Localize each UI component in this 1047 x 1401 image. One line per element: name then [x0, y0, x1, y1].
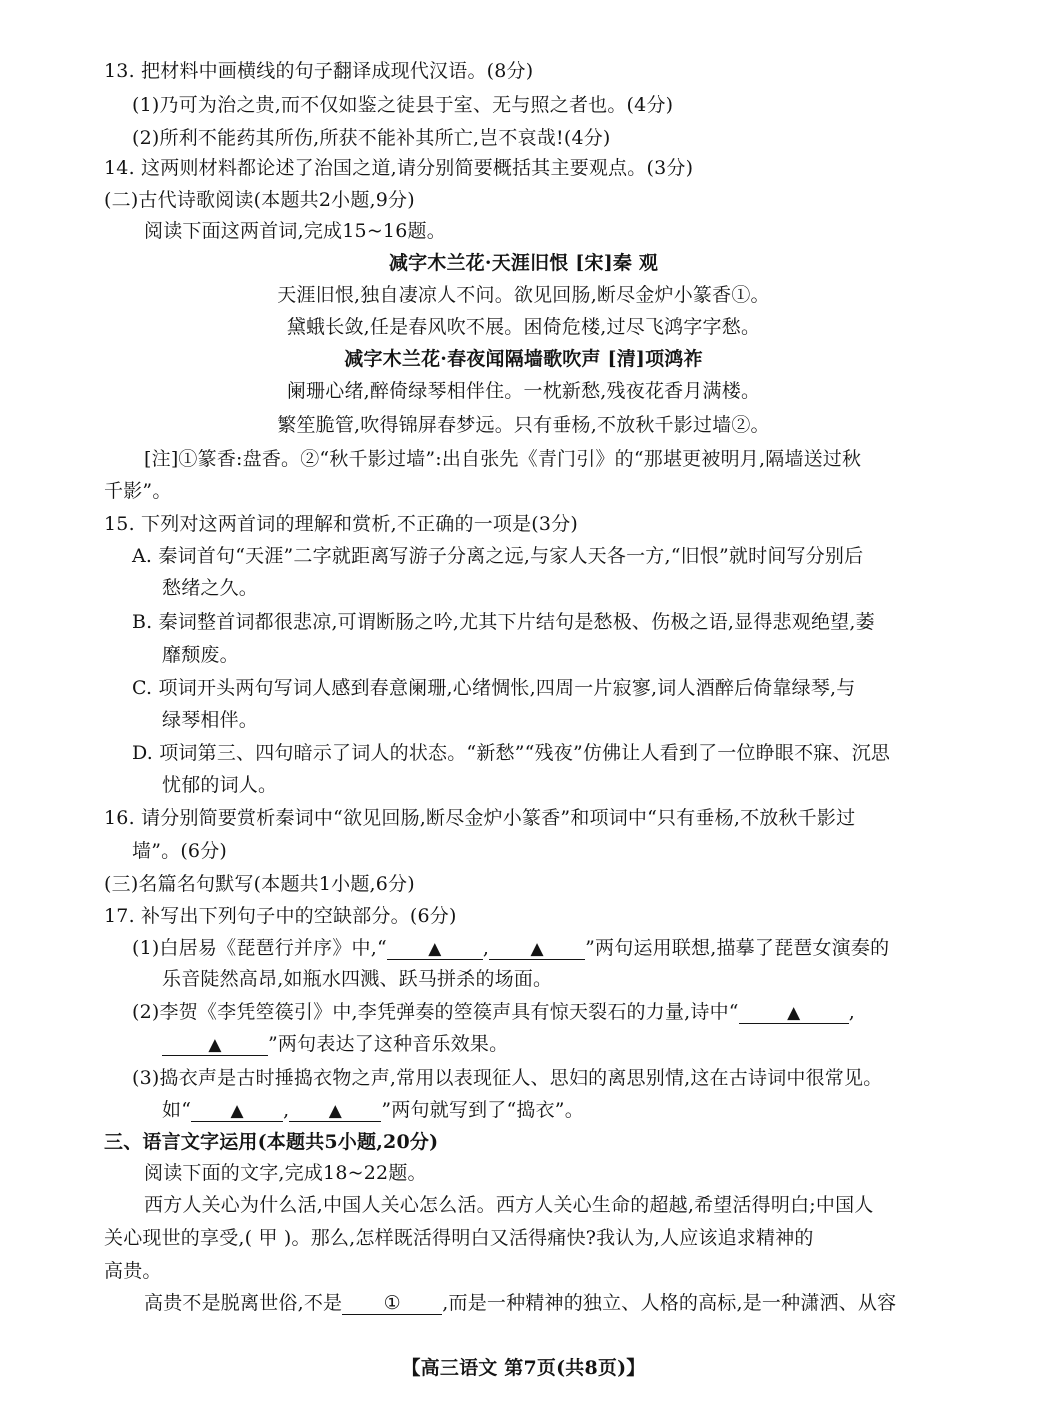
q15-option-b: B. 秦词整首词都很悲凉,可谓断肠之吟,尤其下片结句是愁极、伤极之语,显得悲观绝望,萎	[132, 611, 875, 633]
passage-line4: 高贵不是脱离世俗,不是 ① ,而是一种精神的独立、人格的高标,是一种潇洒、从容	[144, 1292, 897, 1314]
answer-blank[interactable]: ▲	[162, 1033, 268, 1056]
q17-item2: (2)李贺《李凭箜篌引》中,李凭弹奏的箜篌声具有惊天裂石的力量,诗中“ ▲ ,	[132, 1001, 855, 1023]
section2-intro: 阅读下面这两首词,完成15~16题。	[144, 220, 446, 242]
q13-stem: 13. 把材料中画横线的句子翻译成现代汉语。(8分)	[104, 60, 534, 82]
q13-sub1: (1)乃可为治之贵,而不仅如鉴之徒县于室、无与照之者也。(4分)	[132, 94, 674, 116]
section2-heading: (二)古代诗歌阅读(本题共2小题,9分)	[104, 189, 415, 211]
q14-stem: 14. 这两则材料都论述了治国之道,请分别简要概括其主要观点。(3分)	[104, 157, 694, 179]
answer-blank[interactable]: ▲	[387, 937, 483, 960]
q15-option-b-cont: 靡颓废。	[162, 644, 239, 666]
passage-line1: 西方人关心为什么活,中国人关心怎么活。西方人关心生命的超越,希望活得明白;中国人	[144, 1194, 874, 1216]
q17-item3-cont: 如“ ▲ , ▲ ”两句就写到了“捣衣”。	[162, 1099, 584, 1121]
part3-intro: 阅读下面的文字,完成18~22题。	[144, 1162, 427, 1184]
poem1-title: 减字木兰花·天涯旧恨 [宋]秦 观	[388, 252, 659, 274]
section3-heading: (三)名篇名句默写(本题共1小题,6分)	[104, 873, 415, 895]
passage-line3: 高贵。	[104, 1260, 162, 1282]
answer-blank[interactable]: ▲	[191, 1099, 283, 1122]
q15-stem: 15. 下列对这两首词的理解和赏析,不正确的一项是(3分)	[104, 513, 579, 535]
answer-blank[interactable]: ▲	[739, 1001, 849, 1024]
answer-blank[interactable]: ▲	[289, 1099, 381, 1122]
poem2-title: 减字木兰花·春夜闻隔墙歌吹声 [清]项鸿祚	[344, 348, 703, 370]
q16-stem: 16. 请分别简要赏析秦词中“欲见回肠,断尽金炉小篆香”和项词中“只有垂杨,不放秋千影过	[104, 807, 856, 829]
q16-stem-cont: 墙”。(6分)	[132, 840, 228, 862]
q15-option-c-cont: 绿琴相伴。	[162, 709, 259, 731]
answer-blank-1[interactable]: ①	[342, 1292, 442, 1315]
q15-option-c: C. 项词开头两句写词人感到春意阑珊,心绪惆怅,四周一片寂寥,词人酒醉后倚靠绿琴,与	[132, 677, 856, 699]
answer-blank[interactable]: ▲	[489, 937, 585, 960]
q13-sub2: (2)所利不能药其所伤,所获不能补其所亡,岂不哀哉!(4分)	[132, 127, 611, 149]
q15-option-a: A. 秦词首句“天涯”二字就距离写游子分离之远,与家人天各一方,“旧恨”就时间写分别后	[132, 545, 864, 567]
q17-item1: (1)白居易《琵琶行并序》中,“ ▲ , ▲ ”两句运用联想,描摹了琵琶女演奏的	[132, 937, 890, 959]
q17-item3: (3)捣衣声是古时捶捣衣物之声,常用以表现征人、思妇的离思别情,这在古诗词中很常见。	[132, 1067, 883, 1089]
q15-option-d-cont: 忧郁的词人。	[162, 774, 278, 796]
poem-note-line1: [注]①篆香:盘香。②“秋千影过墙”:出自张先《青门引》的“那堪更被明月,隔墙送过秋	[144, 448, 862, 470]
q17-stem: 17. 补写出下列句子中的空缺部分。(6分)	[104, 905, 457, 927]
poem2-line2: 繁笙脆管,吹得锦屏春梦远。只有垂杨,不放秋千影过墙②。	[277, 414, 770, 436]
passage-line2: 关心现世的享受,( 甲 )。那么,怎样既活得明白又活得痛快?我认为,人应该追求精神的	[104, 1227, 814, 1249]
q15-option-a-cont: 愁绪之久。	[162, 577, 259, 599]
q17-item2-cont: ▲ ”两句表达了这种音乐效果。	[162, 1031, 508, 1057]
poem1-line1: 天涯旧恨,独自凄凉人不问。欲见回肠,断尽金炉小篆香①。	[277, 284, 770, 306]
part3-heading: 三、语言文字运用(本题共5小题,20分)	[104, 1131, 439, 1153]
q15-option-d: D. 项词第三、四句暗示了词人的状态。“新愁”“残夜”仿佛让人看到了一位睁眼不寐、沉思	[132, 742, 891, 764]
poem2-line1: 阑珊心绪,醉倚绿琴相伴住。一枕新愁,残夜花香月满楼。	[286, 380, 761, 402]
poem-note-line2: 千影”。	[104, 480, 172, 502]
poem1-line2: 黛蛾长敛,任是春风吹不展。困倚危楼,过尽飞鸿字字愁。	[286, 316, 761, 338]
q17-item1-cont: 乐音陡然高昂,如瓶水四溅、跃马拼杀的场面。	[162, 968, 553, 990]
page-footer: 【高三语文 第7页(共8页)】	[401, 1357, 646, 1379]
